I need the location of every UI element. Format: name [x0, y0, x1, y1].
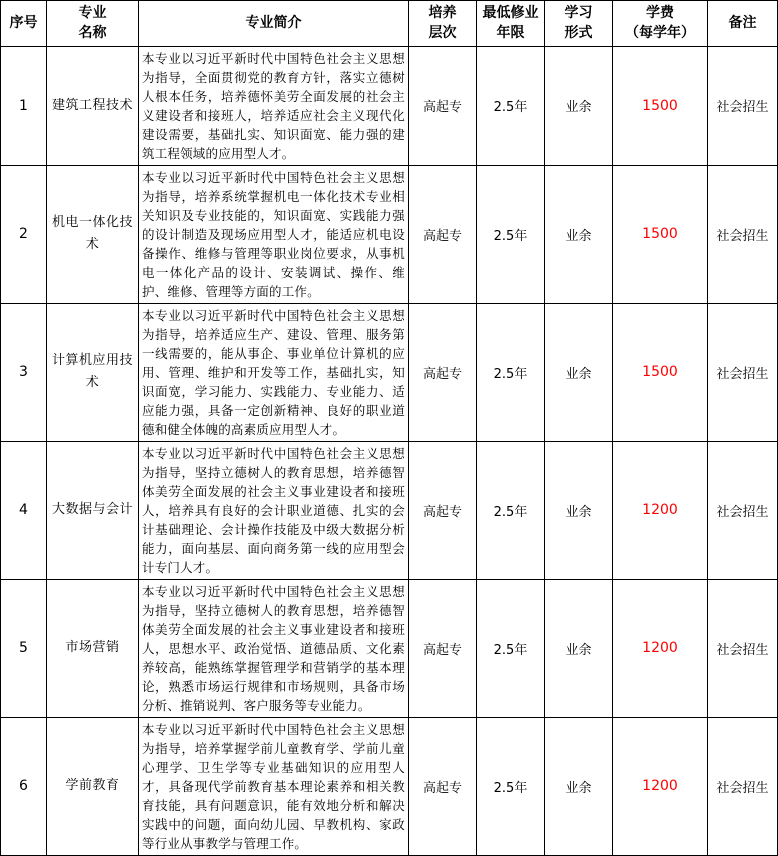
column-header-level-line-2: 层次	[428, 25, 457, 42]
cell-major-name: 机电一体化技术	[47, 165, 139, 303]
cell-remark: 社会招生	[708, 303, 778, 441]
column-header-name	[47, 1, 139, 47]
column-header-name-line-2: 名称	[78, 25, 107, 42]
cell-remark: 社会招生	[708, 579, 778, 717]
column-header-fee-line-1: 学费	[646, 5, 674, 21]
cell-fee: 1200	[613, 717, 708, 855]
cell-major-name: 计算机应用技术	[47, 303, 139, 441]
table-header	[1, 1, 778, 47]
cell-major-intro: 本专业以习近平新时代中国特色社会主义思想为指导，培养系统掌握机电一体化技术专业相关知识及专业技能的，知识面宽、实践能力强的设计制造及现场应用型人才，能适应机电设备操作、维修与管理等职业岗位要求，从事机电一体化产品的设计、安装调试、操作、维护、维修、管理等方面的工作。	[139, 165, 409, 303]
table-row	[1, 46, 778, 165]
cell-seq: 3	[1, 303, 47, 441]
cell-study-form: 业余	[545, 165, 613, 303]
cell-years: 2.5年	[477, 717, 545, 855]
table-body	[1, 46, 778, 855]
cell-years: 2.5年	[477, 441, 545, 579]
column-header-level	[409, 1, 477, 47]
column-header-form	[545, 1, 613, 47]
column-header-remark-line-1: 备注	[728, 15, 757, 32]
column-header-fee-line-2: （每学年）	[625, 25, 695, 42]
cell-level: 高起专	[409, 303, 477, 441]
cell-seq: 6	[1, 717, 47, 855]
cell-study-form: 业余	[545, 579, 613, 717]
cell-level: 高起专	[409, 579, 477, 717]
column-header-intro	[139, 1, 409, 47]
cell-seq: 4	[1, 441, 47, 579]
cell-study-form: 业余	[545, 303, 613, 441]
cell-fee: 1200	[613, 441, 708, 579]
column-header-name-line-1: 专业	[78, 5, 107, 21]
cell-fee: 1500	[613, 303, 708, 441]
cell-major-intro: 本专业以习近平新时代中国特色社会主义思想为指导，坚持立德树人的教育思想，培养德智体美劳全面发展的社会主义事业建设者和接班人，思想水平、政治觉悟、道德品质、文化素养较高，能熟练掌握管理学和营销学的基本理论，熟悉市场运行规律和市场规则，具备市场分析、推销说判、客户服务等专业能力。	[139, 579, 409, 717]
cell-remark: 社会招生	[708, 717, 778, 855]
cell-level: 高起专	[409, 46, 477, 165]
table-row	[1, 441, 778, 579]
cell-major-intro: 本专业以习近平新时代中国特色社会主义思想为指导，坚持立德树人的教育思想，培养德智体美劳全面发展的社会主义事业建设者和接班人，培养具有良好的会计职业道德、扎实的会计基础理论、会计操作技能及中级大数据分析能力，面向基层、面向商务第一线的应用型会计专门人才。	[139, 441, 409, 579]
cell-major-intro: 本专业以习近平新时代中国特色社会主义思想为指导，全面贯彻党的教育方针，落实立德树人根本任务，培养德怀美劳全面发展的社会主义建设者和接班人，培养适应社会主义现代化建设需要，基础扎实、知识面宽、能力强的建筑工程领域的应用型人才。	[139, 46, 409, 165]
table-header-row	[1, 1, 778, 47]
cell-level: 高起专	[409, 441, 477, 579]
table-row	[1, 303, 778, 441]
column-header-seq	[1, 1, 47, 47]
column-header-years-line-2: 年限	[496, 25, 525, 42]
cell-fee: 1200	[613, 579, 708, 717]
column-header-intro-line-1: 专业简介	[245, 15, 302, 32]
cell-years: 2.5年	[477, 579, 545, 717]
cell-level: 高起专	[409, 717, 477, 855]
table-row	[1, 165, 778, 303]
cell-years: 2.5年	[477, 46, 545, 165]
cell-remark: 社会招生	[708, 165, 778, 303]
column-header-remark	[708, 1, 778, 47]
cell-study-form: 业余	[545, 717, 613, 855]
table-row	[1, 579, 778, 717]
cell-remark: 社会招生	[708, 46, 778, 165]
cell-years: 2.5年	[477, 303, 545, 441]
cell-seq: 2	[1, 165, 47, 303]
table-row	[1, 717, 778, 855]
cell-major-intro: 本专业以习近平新时代中国特色社会主义思想为指导，培养适应生产、建设、管理、服务第一线需要的，能从事企、事业单位计算机的应用、管理、维护和开发等工作，基础扎实，知识面宽，学习能力、实践能力、专业能力、适应能力强，具备一定创新精神、良好的职业道德和健全体魄的高素质应用型人才。	[139, 303, 409, 441]
cell-level: 高起专	[409, 165, 477, 303]
cell-seq: 1	[1, 46, 47, 165]
cell-years: 2.5年	[477, 165, 545, 303]
cell-major-name: 市场营销	[47, 579, 139, 717]
column-header-years	[477, 1, 545, 47]
cell-major-name: 大数据与会计	[47, 441, 139, 579]
column-header-years-line-1: 最低修业	[482, 5, 539, 21]
column-header-form-line-2: 形式	[564, 25, 593, 42]
cell-fee: 1500	[613, 46, 708, 165]
cell-major-name: 建筑工程技术	[47, 46, 139, 165]
cell-remark: 社会招生	[708, 441, 778, 579]
column-header-level-line-1: 培养	[428, 5, 457, 21]
column-header-fee	[613, 1, 708, 47]
cell-study-form: 业余	[545, 46, 613, 165]
cell-fee: 1500	[613, 165, 708, 303]
cell-seq: 5	[1, 579, 47, 717]
column-header-seq-line-1: 序号	[9, 15, 38, 32]
cell-major-name: 学前教育	[47, 717, 139, 855]
column-header-form-line-1: 学习	[564, 5, 593, 21]
cell-major-intro: 本专业以习近平新时代中国特色社会主义思想为指导，培养掌握学前儿童教育学、学前儿童心理学、卫生学等专业基础知识的应用型人才，具备现代学前教育基本理论素养和相关教育技能，具有问题意识，能有效地分析和解决实践中的问题，面向幼儿园、早教机构、家政等行业从事教学与管理工作。	[139, 717, 409, 855]
cell-study-form: 业余	[545, 441, 613, 579]
